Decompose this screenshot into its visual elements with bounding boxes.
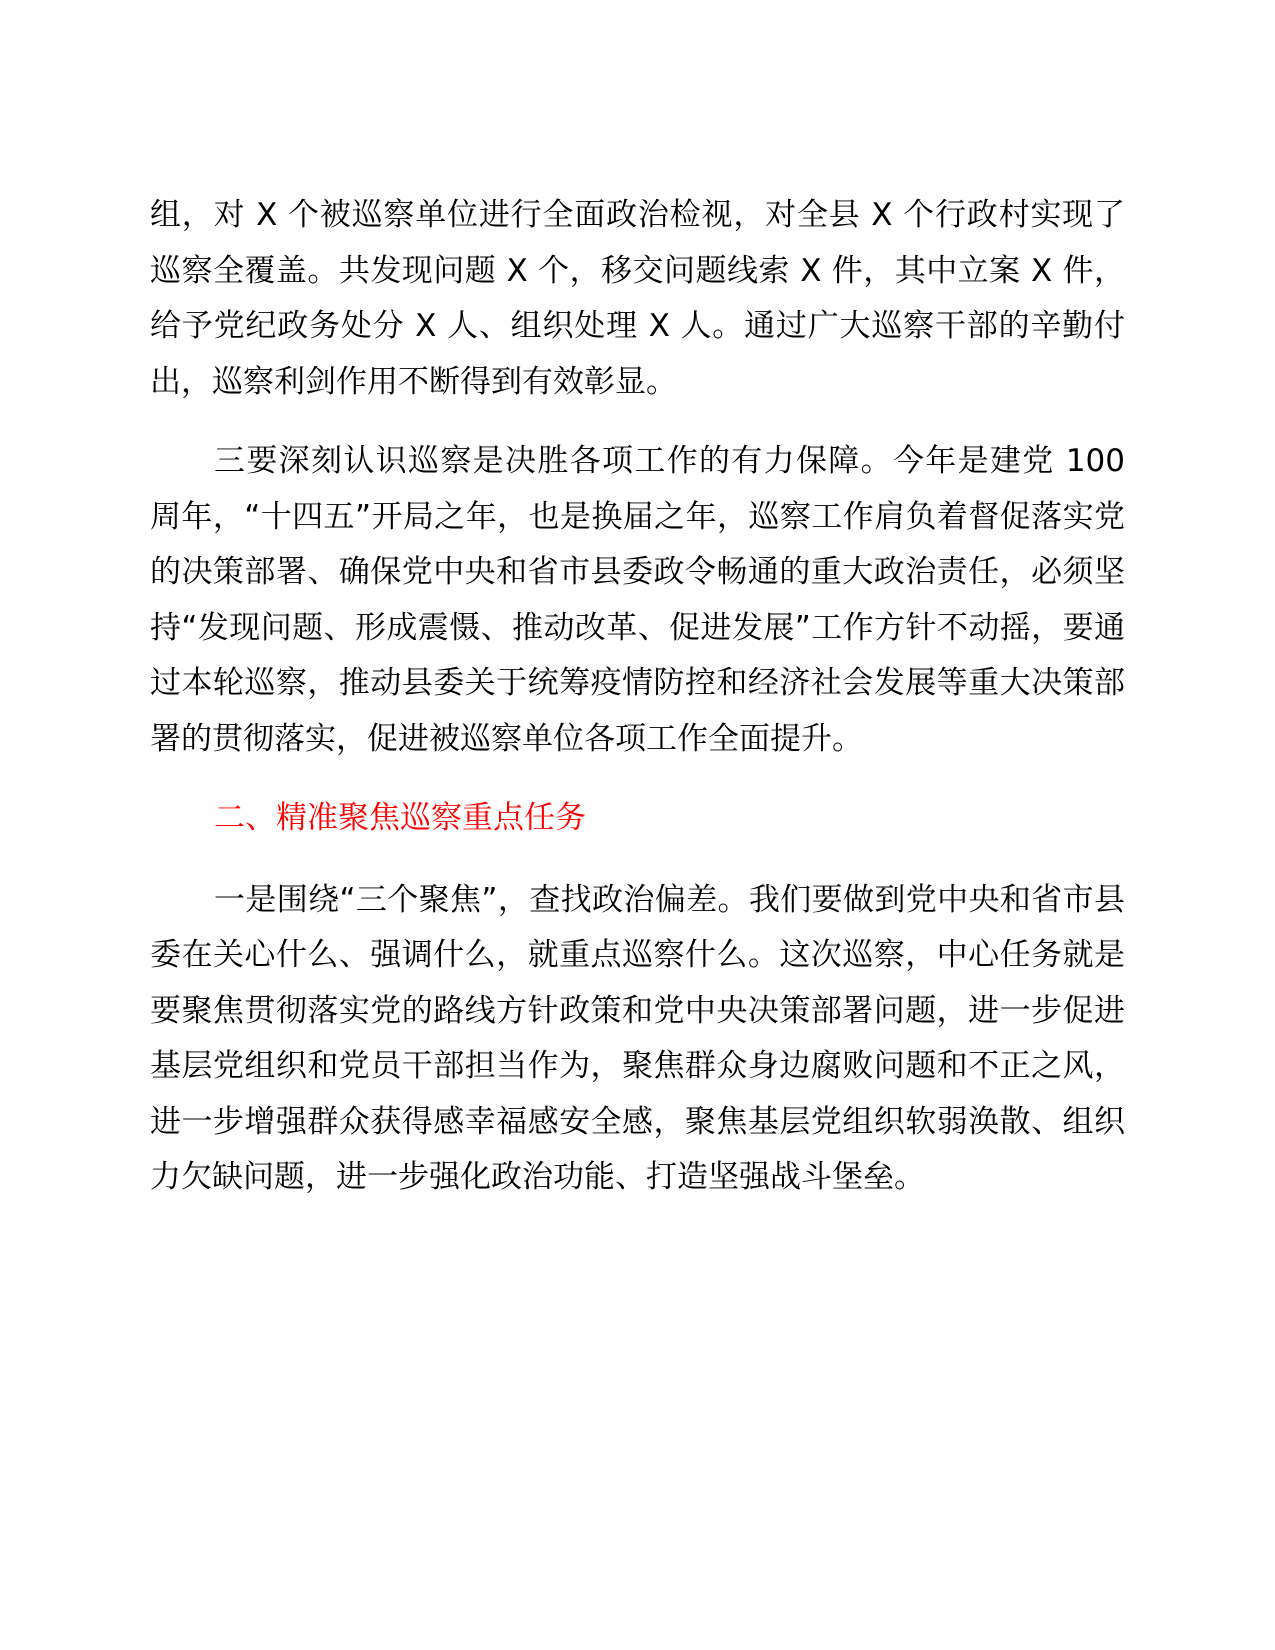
document-body [150, 188, 1125, 1230]
paragraph-continuation: 组，对 X 个被巡察单位进行全面政治检视，对全县 X 个行政村实现了巡察全覆盖。共发现问题 X 个，移交问题线索 X 件，其中立案 X 件，给予党纪政务处分 X 人、组织处理 X 人。通过广大巡察干部的辛勤付出，巡察利剑作用不断得到有效彰显。 [150, 197, 1125, 400]
paragraph-point-one: 一是围绕“三个聚焦”，查找政治偏差。我们要做到党中央和省市县委在关心什么、强调什么，就重点巡察什么。这次巡察，中心任务就是要聚焦贯彻落实党的路线方针政策和党中央决策部署问题，进一步促进基层党组织和党员干部担当作为，聚焦群众身边腐败问题和不正之风，进一步增强群众获得感幸福感安全感，聚焦基层党组织软弱涣散、组织力欠缺问题，进一步强化政治功能、打造坚强战斗堡垒。 [150, 881, 1125, 1195]
section-heading: 二、精准聚焦巡察重点任务 [214, 800, 586, 836]
paragraph-point-three: 三要深刻认识巡察是决胜各项工作的有力保障。今年是建党 100 周年，“十四五”开局之年，也是换届之年，巡察工作肩负着督促落实党的决策部署、确保党中央和省市县委政令畅通的重大政治责任，必须坚持“发现问题、形成震慑、推动改革、促进发展”工作方针不动摇，要通过本轮巡察，推动县委关于统筹疫情防控和经济社会发展等重大决策部署的贯彻落实，促进被巡察单位各项工作全面提升。 [150, 443, 1125, 757]
